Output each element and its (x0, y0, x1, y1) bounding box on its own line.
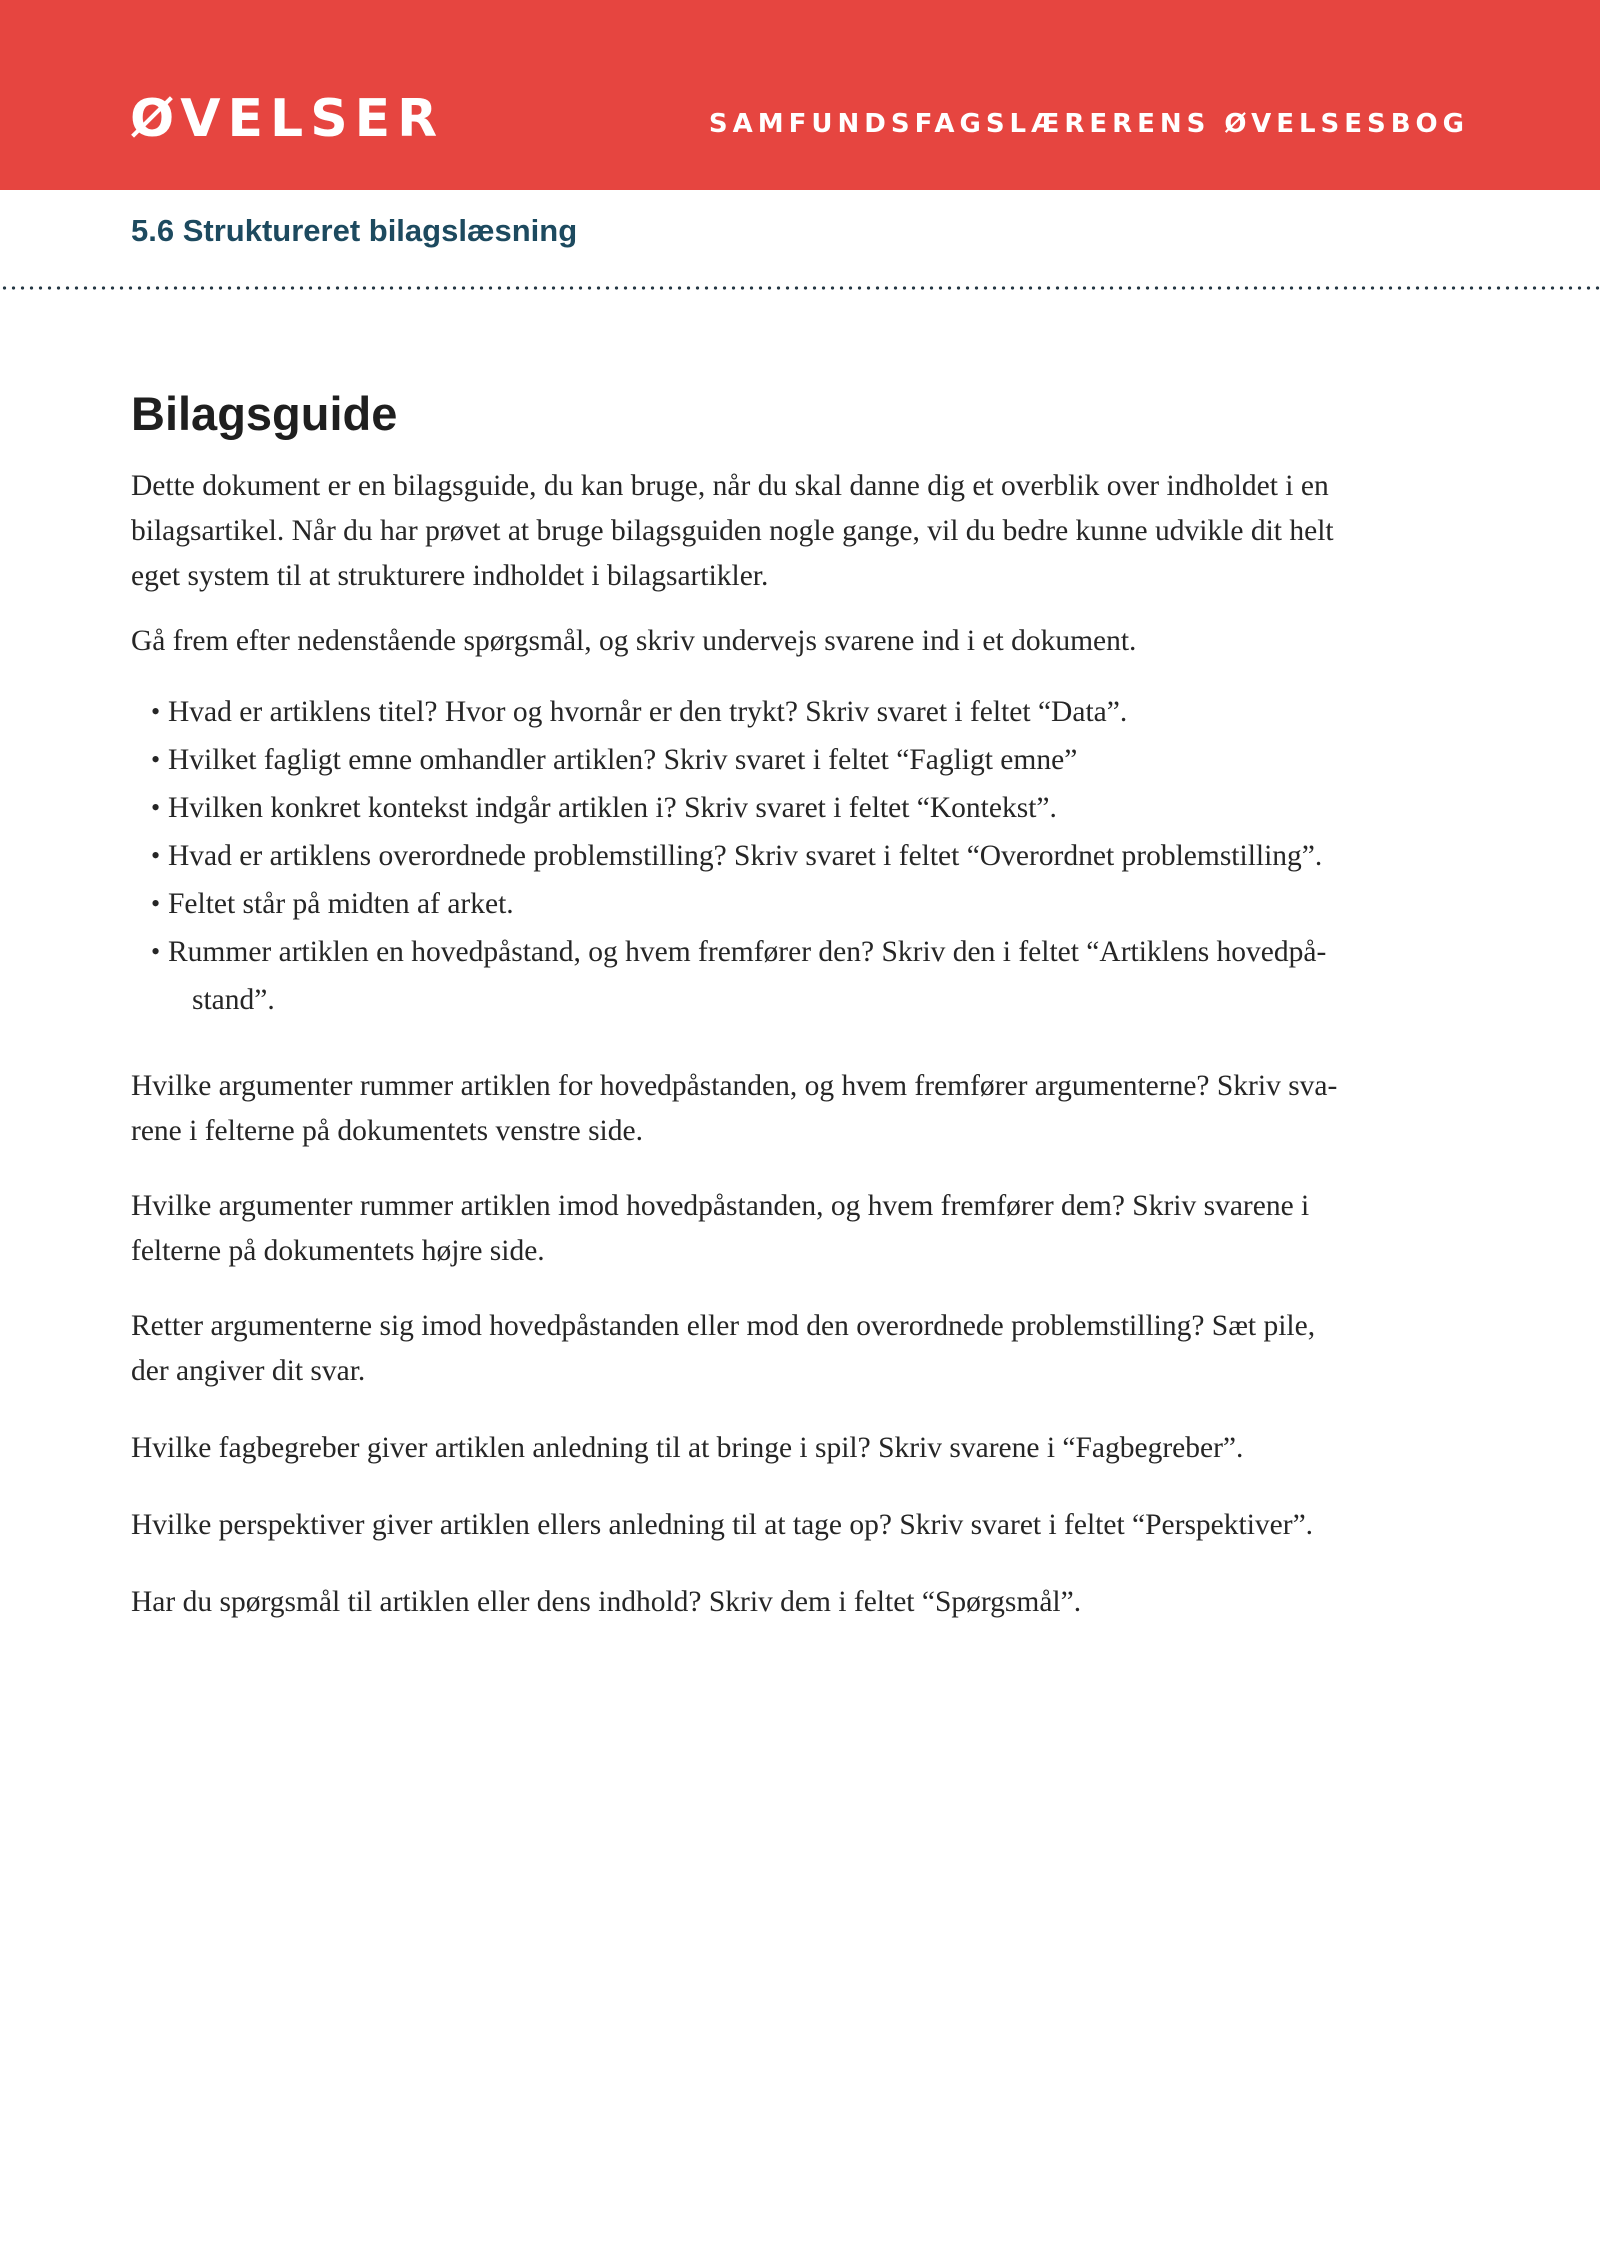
bullet-item (131, 832, 1480, 880)
bullet-marker: • (151, 841, 161, 871)
banner-subtitle: SAMFUNDSFAGSLÆRERENS ØVELSESBOG (708, 109, 1469, 139)
paragraph-arguments-for (131, 1064, 1480, 1154)
text-line: Retter argumenterne sig imod hovedpåstanden eller mod den overordnede problemstilling? Sæt pile, (131, 1310, 1316, 1343)
text-line: Hvad er artiklens overordnede problemstilling? Skriv svaret i feltet “Overordnet problemstilling”. (168, 840, 1323, 873)
question-bullet-list (131, 688, 1480, 1024)
bullet-marker: • (151, 889, 161, 919)
paragraph-arrows (131, 1304, 1480, 1394)
bullet-item (131, 928, 1480, 1024)
text-line: Hvilken konkret kontekst indgår artiklen i? Skriv svaret i feltet “Kontekst”. (168, 792, 1057, 825)
text-line: der angiver dit svar. (131, 1355, 366, 1388)
bullet-text (168, 784, 1057, 832)
bullet-item (131, 736, 1480, 784)
bullet-item (131, 688, 1480, 736)
text-line: Har du spørgsmål til artiklen eller dens indhold? Skriv dem i feltet “Spørgsmål”. (131, 1586, 1082, 1619)
text-line: Hvilke argumenter rummer artiklen for hovedpåstanden, og hvem fremfører argumenterne? Skriv sva- (131, 1070, 1338, 1103)
text-line: Hvad er artiklens titel? Hvor og hvornår er den trykt? Skriv svaret i feltet “Data”. (168, 696, 1128, 729)
bullet-item (131, 784, 1480, 832)
paragraph-questions (131, 1580, 1480, 1625)
section-heading: 5.6 Struktureret bilagslæsning (131, 213, 578, 248)
text-line: Feltet står på midten af arket. (168, 888, 514, 921)
text-line: stand”. (192, 984, 275, 1017)
text-line: eget system til at strukturere indholdet i bilagsartikler. (131, 560, 769, 593)
banner-title: ØVELSER (130, 89, 445, 149)
text-line: Dette dokument er en bilagsguide, du kan bruge, når du skal danne dig et overblik over indholdet i en (131, 470, 1329, 503)
text-line: bilagsartikel. Når du har prøvet at bruge bilagsguiden nogle gange, vil du bedre kunne udvikle dit helt (131, 515, 1334, 548)
document-body (131, 387, 1480, 1625)
paragraph-concepts (131, 1426, 1480, 1471)
bullet-marker: • (151, 937, 161, 967)
dotted-divider (0, 286, 1600, 290)
text-line: felterne på dokumentets højre side. (131, 1235, 545, 1268)
instruction-paragraph (131, 619, 1480, 664)
text-line: rene i felterne på dokumentets venstre side. (131, 1115, 643, 1148)
intro-paragraph (131, 464, 1480, 599)
text-line: Rummer artiklen en hovedpåstand, og hvem fremfører den? Skriv den i feltet “Artiklens hovedpå- (168, 936, 1327, 969)
bullet-marker: • (151, 697, 161, 727)
paragraph-arguments-against (131, 1184, 1480, 1274)
text-line: Hvilke argumenter rummer artiklen imod hovedpåstanden, og hvem fremfører dem? Skriv svarene i (131, 1190, 1310, 1223)
text-line: Gå frem efter nedenstående spørgsmål, og skriv undervejs svarene ind i et dokument. (131, 625, 1137, 658)
bullet-text (168, 928, 1326, 1024)
text-line: Hvilke perspektiver giver artiklen ellers anledning til at tage op? Skriv svaret i feltet “Perspektiver”. (131, 1509, 1314, 1542)
bullet-item (131, 880, 1480, 928)
bullet-text (168, 880, 514, 928)
bullet-text (168, 688, 1127, 736)
text-line: Hvilke fagbegreber giver artiklen anledning til at bringe i spil? Skriv svarene i “Fagbegreber”. (131, 1432, 1244, 1465)
page-title: Bilagsguide (131, 387, 398, 441)
text-line: Hvilket fagligt emne omhandler artiklen? Skriv svaret i feltet “Fagligt emne” (168, 744, 1078, 777)
bullet-marker: • (151, 793, 161, 823)
header-banner (0, 0, 1600, 190)
paragraph-perspectives (131, 1503, 1480, 1548)
bullet-text (168, 832, 1322, 880)
bullet-text (168, 736, 1077, 784)
bullet-marker: • (151, 745, 161, 775)
